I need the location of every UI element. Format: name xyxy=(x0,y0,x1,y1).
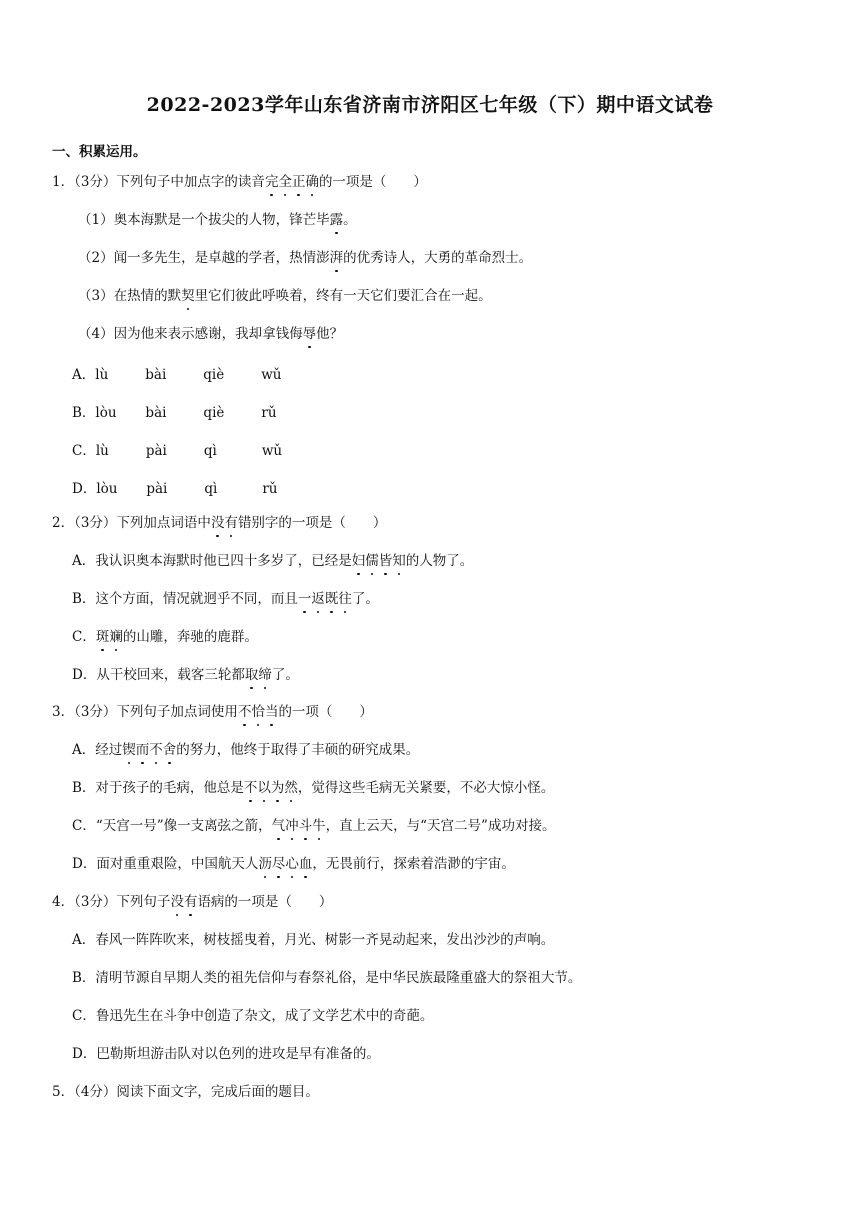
q3-option-a[interactable]: A．经过锲而不舍的努力，他终于取得了丰硕的研究成果。 xyxy=(72,742,420,758)
emphasis-dotted xyxy=(244,780,298,796)
q1-option-d[interactable]: D．lòu pài qì rǔ xyxy=(72,481,278,497)
q2-option-c[interactable]: C．斑斓的山雕，奔驰的鹿群。 xyxy=(72,629,258,645)
emphasis-dotted xyxy=(238,704,279,720)
dotted-char: 牛 xyxy=(312,818,326,834)
dotted-char: 缔 xyxy=(258,667,272,683)
emphasis-dotted xyxy=(258,856,312,872)
q5-stem: 5．（4分）阅读下面文字，完成后面的题目。 xyxy=(52,1084,319,1100)
q1-option-b[interactable]: B．lòu bài qiè rǔ xyxy=(72,405,277,421)
dotted-char: 返 xyxy=(311,591,325,607)
dotted-char: 心 xyxy=(285,856,299,872)
dotted-char: 取 xyxy=(244,667,259,683)
dotted-char: 有 xyxy=(224,515,238,531)
emphasis-dotted xyxy=(245,667,272,683)
dotted-char: 没 xyxy=(210,515,225,531)
dotted-char: 不 xyxy=(149,742,163,758)
dotted-char: 舍 xyxy=(162,742,177,758)
q2-option-b[interactable]: B．这个方面，情况就迥乎不同，而且一返既往了。 xyxy=(72,591,379,607)
q3-option-c[interactable]: C．“天宫一号”像一支离弦之箭，气冲斗牛，直上云天，与“天宫二号”成功对接。 xyxy=(72,818,556,834)
emphasis-dotted xyxy=(330,212,344,228)
dotted-char: 完 xyxy=(264,174,279,190)
dotted-char: 气 xyxy=(271,818,286,834)
section-heading: 一、积累运用。 xyxy=(52,144,147,160)
dotted-char: 血 xyxy=(298,856,313,872)
dotted-char: 然 xyxy=(284,780,298,796)
emphasis-dotted xyxy=(330,250,344,266)
emphasis-dotted xyxy=(352,553,406,569)
dotted-char: 冲 xyxy=(285,818,299,834)
emphasis-dotted xyxy=(265,174,319,190)
dotted-char: 湃 xyxy=(329,250,344,266)
dotted-char: 恰 xyxy=(251,704,265,720)
q2-option-a[interactable]: A．我认识奥本海默时他已四十多岁了，已经是妇儒皆知的人物了。 xyxy=(72,553,474,569)
q1-stem: 1．（3分）下列句子中加点字的读音完全正确的一项是（ ） xyxy=(52,174,427,190)
dotted-char: 知 xyxy=(392,553,406,569)
dotted-char: 斑 xyxy=(95,629,110,645)
emphasis-dotted xyxy=(122,742,176,758)
dotted-char: 往 xyxy=(338,591,352,607)
dotted-char: 而 xyxy=(135,742,150,758)
dotted-char: 一 xyxy=(297,591,312,607)
emphasis-dotted xyxy=(181,288,195,304)
dotted-char: 有 xyxy=(183,894,198,910)
emphasis-dotted xyxy=(298,591,352,607)
q1-sentence-2: （2）闻一多先生，是卓越的学者，热情澎湃的优秀诗人，大勇的革命烈士。 xyxy=(78,250,533,266)
emphasis-dotted xyxy=(211,515,238,531)
dotted-char: 全 xyxy=(278,174,292,190)
dotted-char: 斓 xyxy=(109,629,123,645)
dotted-char: 锲 xyxy=(122,742,136,758)
dotted-char: 皆 xyxy=(378,553,393,569)
emphasis-dotted xyxy=(170,894,197,910)
emphasis-dotted xyxy=(303,326,317,342)
dotted-char: 当 xyxy=(264,704,279,720)
emphasis-dotted xyxy=(272,818,326,834)
dotted-char: 正 xyxy=(291,174,306,190)
dotted-char: 契 xyxy=(181,288,195,304)
q3-option-d[interactable]: D．面对重重艰险，中国航天人沥尽心血，无畏前行，探索着浩渺的宇宙。 xyxy=(72,856,515,872)
q2-stem: 2．（3分）下列加点词语中没有错别字的一项是（ ） xyxy=(52,515,387,531)
q2-option-d[interactable]: D．从干校回来，载客三轮都取缔了。 xyxy=(72,667,299,683)
dotted-char: 辱 xyxy=(302,326,317,342)
dotted-char: 不 xyxy=(243,780,258,796)
q4-option-a[interactable]: A．春风一阵阵吹来，树枝摇曳着，月光、树影一齐晃动起来，发出沙沙的声响。 xyxy=(72,932,555,948)
q1-sentence-1: （1）奥本海默是一个拔尖的人物，锋芒毕露。 xyxy=(78,212,357,228)
dotted-char: 露 xyxy=(329,212,344,228)
dotted-char: 既 xyxy=(324,591,339,607)
q1-sentence-4: （4）因为他来表示感谢，我却拿钱侮辱他？ xyxy=(78,326,344,342)
dotted-char: 斗 xyxy=(298,818,313,834)
q1-option-c[interactable]: C．lù pài qì wǔ xyxy=(72,443,283,459)
dotted-char: 沥 xyxy=(258,856,272,872)
dotted-char: 尽 xyxy=(271,856,286,872)
q4-option-c[interactable]: C．鲁迅先生在斗争中创造了杂文，成了文学艺术中的奇葩。 xyxy=(72,1008,434,1024)
dotted-char: 以 xyxy=(257,780,271,796)
q1-option-a[interactable]: A．lù bài qiè wǔ xyxy=(72,367,282,383)
dotted-char: 为 xyxy=(270,780,285,796)
emphasis-dotted xyxy=(96,629,123,645)
q4-option-d[interactable]: D．巴勒斯坦游击队对以色列的进攻是早有准备的。 xyxy=(72,1046,380,1062)
dotted-char: 没 xyxy=(170,894,184,910)
dotted-char: 儒 xyxy=(365,553,379,569)
dotted-char: 不 xyxy=(237,704,252,720)
q3-option-b[interactable]: B．对于孩子的毛病，他总是不以为然，觉得这些毛病无关紧要，不必大惊小怪。 xyxy=(72,780,555,796)
q3-stem: 3．（3分）下列句子加点词使用不恰当的一项（ ） xyxy=(52,704,373,720)
exam-title: 2022-2023学年山东省济南市济阳区七年级（下）期中语文试卷 xyxy=(146,94,714,116)
q4-stem: 4．（3分）下列句子没有语病的一项是（ ） xyxy=(52,894,333,910)
q4-option-b[interactable]: B．清明节源自早期人类的祖先信仰与春祭礼俗，是中华民族最隆重盛大的祭祖大节。 xyxy=(72,970,582,986)
dotted-char: 确 xyxy=(305,174,319,190)
dotted-char: 妇 xyxy=(351,553,366,569)
q1-sentence-3: （3）在热情的默契里它们彼此呼唤着，终有一天它们要汇合在一起。 xyxy=(78,288,492,304)
